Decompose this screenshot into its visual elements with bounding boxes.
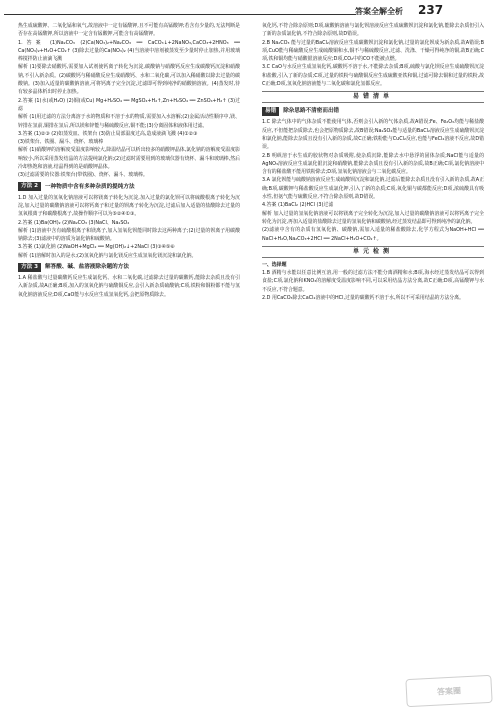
paragraph: 热生成硫酸钾、二氧化锰和氧气,故溶液中一定有锰酸钾,且不可能有高锰酸钾;若含有少量的,无法判断是否存在高锰酸钾,所以溶液中一定含有锰酸钾,可能含有高锰酸钾。 — [18, 23, 240, 38]
left-column — [18, 22, 240, 299]
paragraph: (3)铁架台、铁圈、漏斗、烧杯、玻璃棒 — [18, 139, 104, 146]
error-tag: 易错 — [262, 107, 279, 116]
method-title: 解答酸、碱、盐溶液除杂题的方法 — [45, 264, 129, 271]
analysis: 解析 (1)溶解时加入的是水;(2)氢氧化钠与氯化镁反应生成氢氧化镁沉淀和氯化钠。 — [18, 252, 197, 259]
paragraph: (3)过滤需要的仪器:铁架台(带铁圈)、烧杯、漏斗、玻璃棒。 — [18, 172, 148, 179]
method-tag: 方法 2 — [18, 182, 41, 191]
answer-2: 2.答案 (1)水(或H₂O) (2)铜(或Cu) Mg+H₂SO₄ ══ MgSO₄+H₂↑,Zn+H₂SO₄ ══ ZnSO₄+H₂↑ (3)过滤 — [18, 97, 240, 112]
item-2: 2.D 用CaCO₃除去CaCl₂溶液中的HCl,过量的碳酸钙不溶于水,所以不可采用结晶的方法分离。 — [262, 295, 464, 302]
item-1: 1.B 酒精与水能以任意比例互溶,用一般的过滤方法不能分离酒精和水;B项,海水经过蒸发结晶可以得到食盐;C项,氯化钠和KNO₃的溶解度受温度影响不同,可以采用结晶方法分离,故C正确;D项,高锰酸钾与水不反应,不符合题意。 — [262, 270, 484, 293]
method-3-heading — [18, 262, 240, 272]
page-header — [0, 0, 500, 22]
error-title: 除杂思路不清密而出错 — [283, 108, 340, 115]
page-number: 237 — [418, 3, 444, 17]
analysis-3: 解析 (1)硝酸钾的溶解度受温度影响较大,降温结晶可以析出较多的硝酸钾晶体,氯化钠的溶解度受温度影响较小,所以采用蒸发结晶的方法提纯氯化钠;(2)过滤时需要用到的玻璃仪器有烧杯、漏斗和玻璃棒,然后冷却热饱和溶液,结晶得到的是硝酸钾晶体。 — [18, 147, 240, 171]
method-2-heading — [18, 182, 240, 192]
analysis: 解析 (1)溶液中含有硫酸根离子和镁离子,加入氢氧化钡能同时除去这两种离子;(2)过量的钡离子用碳酸钠除去;(3)滤液中的溶质为氯化钠和硫酸钠。 — [18, 227, 240, 243]
item-2: 2.B 明矾溶于水生成的胶状物对杂质吸附,使杂质沉降,能除去水中悬浮的固体杂质;NaCl能与适量的AgNO₃溶液反应生成氯化银沉淀和硝酸钠,能除去杂质且没有引入新的杂质,故B正确;C项,氯化钠溶液中含有的稀盐酸不能用铁粉除去;D项,氢氧化钠溶液会与二氧化碳反应。 — [262, 152, 484, 176]
header-label: 答案全解全析 — [355, 7, 403, 16]
section-band: 易错清单 — [262, 91, 484, 103]
unit-test-band: 单元检测 — [262, 246, 484, 258]
item-1: 1.D 加入过量的氢氧化钠溶液可以将镁离子转化为沉淀,加入过量的氯化钡可以将硫酸根离子转化为沉淀,加入过量的碳酸钠溶液可以将钙离子和过量的钡离子转化为沉淀,过滤后加入适量的盐酸除去过量的氢氧根离子和碳酸根离子,故操作顺序可以为⑤②④①③。 — [18, 194, 240, 218]
analysis: 解析 加入过量的氢氧化钠溶液可以将镁离子完全转化为沉淀,加入过量的碳酸钠溶液可以将钙离子完全转化为沉淀,再加入适量的盐酸除去过量的氢氧化钠和碳酸钠,经过蒸发结晶即可得到纯净的氯化钠。 — [262, 210, 484, 225]
item-2: 2.答案 (1)Ba(OH)₂ (2)Na₂CO₃ (3)NaCl、Na₂SO₄ — [18, 219, 130, 226]
analysis-1: 解析 (1)要除去硝酸钙,需要加入试剂使钙离子转化为沉淀,碳酸钠与硝酸钙反应生成碳酸钙沉淀和硝酸钠,不引入新杂质。(2)碳酸钙与稀硝酸反应生成硝酸钙、水和二氧化碳,可以加入稀硝酸以除去过量的碳酸钠。(3)加入适量的碳酸钠溶液,可将钙离子完全沉淀,过滤即可得到纯净的硝酸钠溶液。(4)蒸发时,待有较多晶体析出时停止加热。 — [18, 64, 240, 96]
answer-1: 1.答案 (1)Na₂CO₃ (2)Ca(NO₃)₂+Na₂CO₃ ══ CaCO₃↓+2NaNO₃,CaCO₃+2HNO₃ ══ Ca(NO₃)₂+H₂O+CO₂↑ (3)除去过量的Ca(NO₃)₂ (4)当溶液中溶剂被蒸发至少量时停止加热,并用玻璃棒搅拌防止液滴飞溅 — [18, 39, 240, 63]
item-3: 3.A 氯化钡能与硫酸钠溶液反应生成硫酸钡沉淀和氯化钠,过滤后能除去杂质且没有引入新的杂质,故A正确;B项,碳酸钾与稀盐酸反应生成氯化钾,引入了新的杂质;C项,氧化铜与碳都能反应;D项,浓硫酸具有吸水性,但氨气能与硫酸反应,不符合除杂原则,故D错误。 — [262, 177, 484, 201]
item-3: 3.C CaO与水反应生成氢氧化钙,碳酸钙不溶于水,不能除去杂质;B项,硫酸与氯化钡反应生成硫酸钡沉淀和盐酸,引入了新的杂质;C项,过量的铁粉与硫酸铜反应生成硫酸亚铁和铜,过滤可除去铜和过量的铁粉,故C正确;D项,氢氧化钠溶液能与二氧化碳和氯化氢都反应。 — [262, 64, 484, 88]
item-3: 3.答案 (1)氯化钠 (2)NaOH+MgCl₂ ══ Mg(OH)₂↓+2NaCl (3)③④⑤⑥ — [18, 244, 175, 251]
error-heading — [262, 106, 484, 116]
right-column — [262, 22, 484, 302]
analysis-2: 解析 (1)用过滤的方法分离溶于水的物质和不溶于水的物质,需要加入水溶解;(2)金属活动性顺序中,镁、锌排在氢前,铜排在氢后,所以镁和锌能与稀硫酸反应,铜不能;(3)分离固体和液体用过滤。 — [18, 114, 240, 129]
header-rule — [4, 14, 356, 15]
paragraph: (2)滤液中含有的杂质有氢氧化钠、碳酸钠,需加入适量的稀盐酸除去,化学方程式为NaOH+HCl ══ NaCl+H₂O,Na₂CO₃+2HCl ══ 2NaCl+H₂O+CO₂↑。 — [262, 227, 484, 242]
answer-4: 4.答案 (1)BaCl₂ (2)HCl (3)过滤 — [262, 202, 334, 209]
watermark-logo: 答案圈 — [405, 675, 492, 707]
item-1: 1.A 稀盐酸与过量碳酸钙反应生成氯化钙、水和二氧化碳,过滤除去过量的碳酸钙,能除去杂质且没有引入新杂质,故A正确;B项,加入的氢氧化钠与硫酸铜反应,会引入新杂质硫酸钠;C项,铁粉和铜粉都不能与氢氧化钠溶液反应;D项,CaO能与水反应生成氢氧化钙,会把原物质除去。 — [18, 275, 240, 298]
method-title: 一种物质中含有多种杂质的提纯方法 — [45, 183, 135, 190]
answer-3: 3.答案 (1)②③ (2)如蒸发皿、铁架台 (3)防止局部温度过高,造成液滴飞溅 (4)①②③ — [18, 130, 198, 137]
section-label: 一、选择题 — [262, 261, 287, 268]
item-1: 1.C 除去气体中的气体杂质不能使用气体,否则会引入新的气体杂质,故A错误;Fe、Fe₂O₃均能与稀盐酸反应,不但能把杂质除去,也会把原物质除去,故B错误;Na₂SO₄能与适量的BaCl₂溶液反应生成硫酸钡沉淀和氯化钠,能除去杂质且没有引入新的杂质,故C正确;铁粉能与CuCl₂反应,也能与FeCl₂溶液不反应,故D错误。 — [262, 119, 484, 151]
item-2: 2.B Na₂CO₃ 能与过量的BaCl₂溶液反应生成碳酸钡沉淀和氯化钠,过量的氯化钡成为新杂质,故A错误;B项,CuO能与稀硫酸反应生成硫酸铜和水,铜不与稀硫酸反应,过滤、洗涤、干燥可得纯净的铜,故B正确;C项,铁和铜均能与硝酸银溶液反应;D项,CO₂中的CO不能被点燃。 — [262, 39, 484, 63]
paragraph: 氧化钙,不符合除杂原则;D项,硫酸钠溶液与氯化钡溶液反应生成硫酸钡沉淀和氯化钠,能除去杂质但引入了新的杂质氯化钠,不符合除杂原则,故D错误。 — [262, 23, 484, 38]
method-tag: 方法 3 — [18, 263, 41, 272]
